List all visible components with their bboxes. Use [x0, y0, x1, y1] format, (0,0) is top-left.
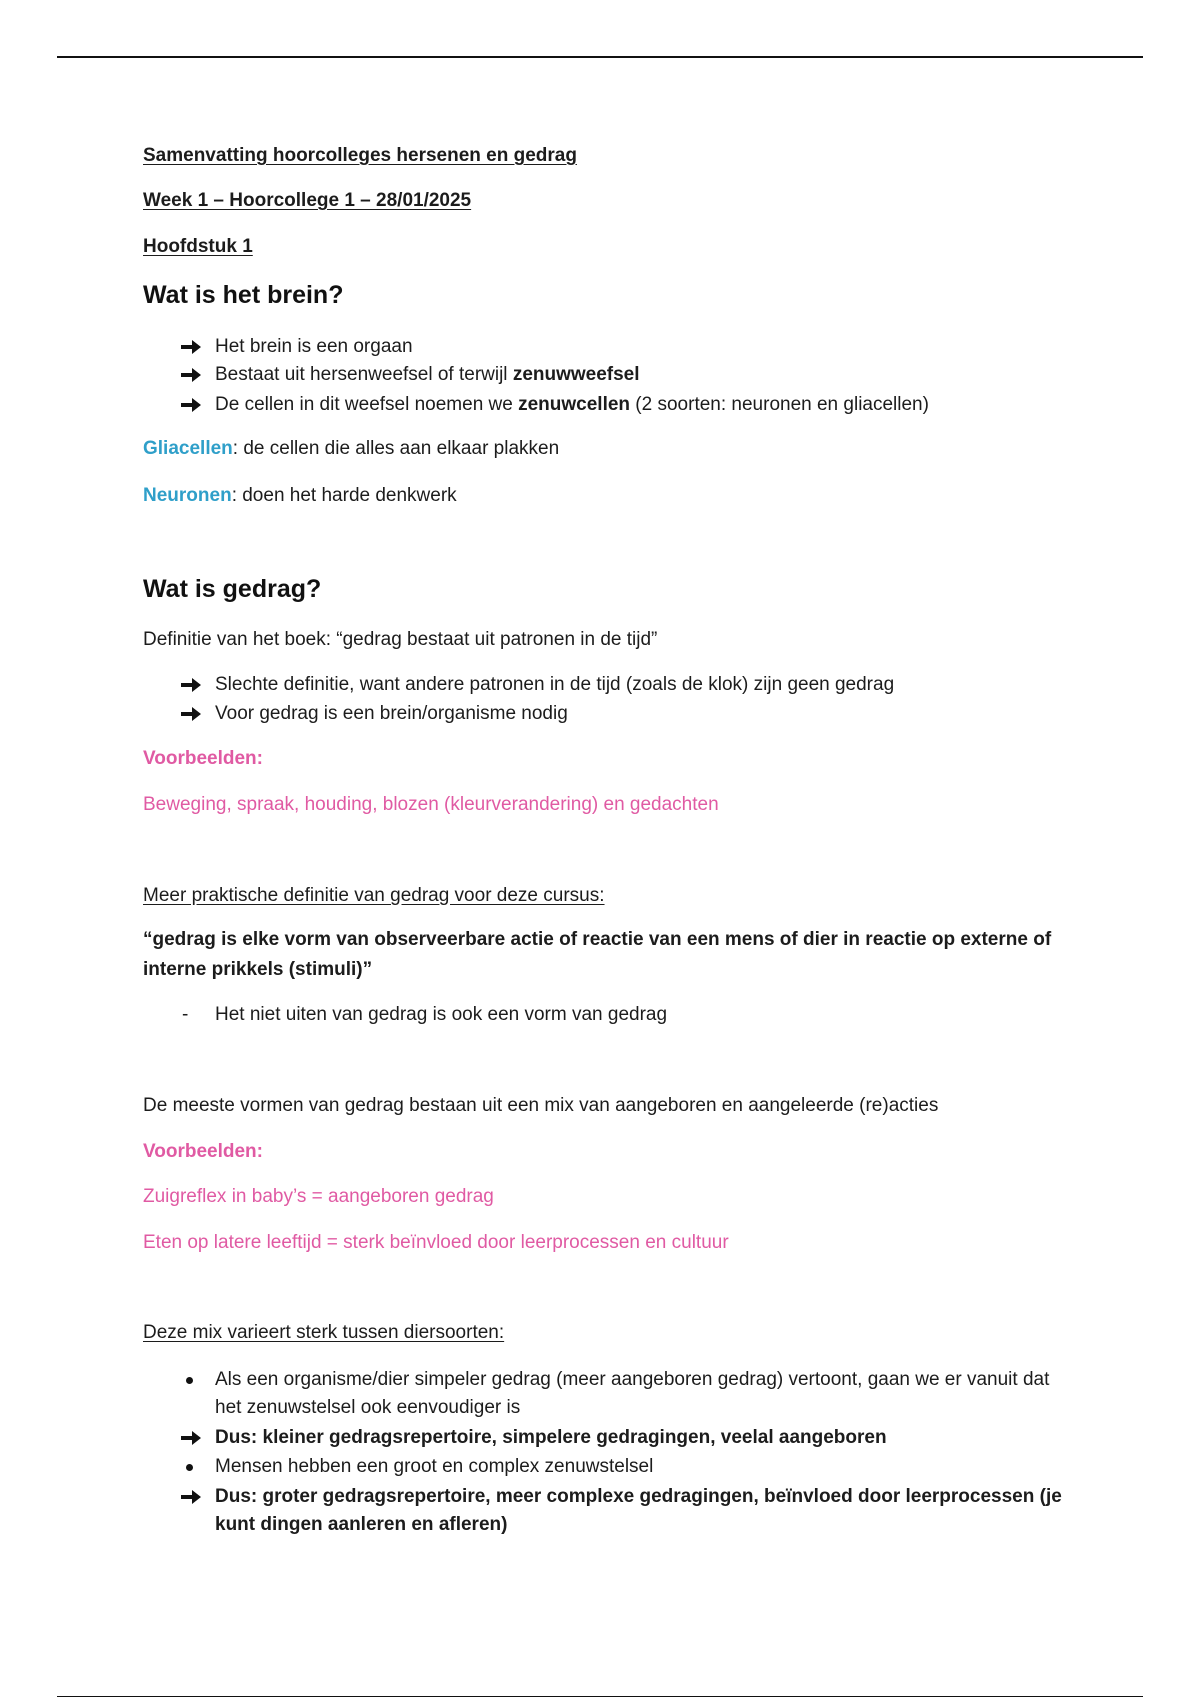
practical-definition-quote: “gedrag is elke vorm van observeerbare actie of reactie van een mens of dier in reactie op externe of interne prikkels (stimuli)” — [143, 929, 1052, 980]
bottom-rule — [57, 1696, 1143, 1697]
arrow-icon — [179, 1485, 203, 1509]
week-heading: Week 1 – Hoorcollege 1 – 28/01/2025 — [143, 190, 472, 211]
list-item: Voor gedrag is een brein/organisme nodig — [215, 703, 568, 724]
glia-definition: Gliacellen: de cellen die alles aan elkaar plakken — [143, 438, 560, 459]
arrow-icon — [179, 702, 203, 726]
species-label: Deze mix varieert sterk tussen diersoorten: — [143, 1322, 505, 1343]
book-definition: Definitie van het boek: “gedrag bestaat uit patronen in de tijd” — [143, 629, 658, 650]
list-item: Als een organisme/dier simpeler gedrag (meer aangeboren gedrag) vertoont, gaan we er vanuit dat het zenuwstelsel ook eenvoudiger is — [215, 1369, 1050, 1418]
arrow-icon — [179, 335, 203, 359]
neuron-definition: Neuronen: doen het harde denkwerk — [143, 485, 457, 506]
examples-text: Beweging, spraak, houding, blozen (kleurverandering) en gedachten — [143, 794, 719, 815]
section-heading-gedrag: Wat is gedrag? — [143, 575, 322, 603]
list-item: De cellen in dit weefsel noemen we zenuwcellen (2 soorten: neuronen en gliacellen) — [215, 394, 929, 415]
list-item: Het niet uiten van gedrag is ook een vorm van gedrag — [215, 1004, 668, 1025]
practical-definition-label: Meer praktische definitie van gedrag voor deze cursus: — [143, 885, 605, 906]
list-item: Het brein is een orgaan — [215, 336, 413, 357]
chapter-heading: Hoofdstuk 1 — [143, 236, 253, 257]
neuron-term: Neuronen — [143, 485, 232, 506]
dot-bullet — [179, 1455, 193, 1471]
dot-bullet — [179, 1368, 193, 1384]
glia-term: Gliacellen — [143, 438, 233, 459]
arrow-icon — [179, 1426, 203, 1450]
section-heading-brein: Wat is het brein? — [143, 281, 344, 309]
arrow-icon — [179, 363, 203, 387]
document-title: Samenvatting hoorcolleges hersenen en gedrag — [143, 145, 577, 166]
list-item: Dus: groter gedragsrepertoire, meer complexe gedragingen, beïnvloed door leerprocessen (je kunt dingen aanleren en afleren) — [215, 1486, 1062, 1535]
top-rule — [57, 56, 1143, 58]
list-item: Bestaat uit hersenweefsel of terwijl zenuwweefsel — [215, 364, 640, 385]
list-item: Mensen hebben een groot en complex zenuwstelsel — [215, 1456, 654, 1477]
dash-bullet: - — [182, 1004, 189, 1025]
examples-label: Voorbeelden: — [143, 748, 263, 769]
example-innate: Zuigreflex in baby’s = aangeboren gedrag — [143, 1186, 494, 1207]
mix-text: De meeste vormen van gedrag bestaan uit een mix van aangeboren en aangeleerde (re)acties — [143, 1095, 939, 1116]
arrow-icon — [179, 393, 203, 417]
list-item: Slechte definitie, want andere patronen in de tijd (zoals de klok) zijn geen gedrag — [215, 674, 895, 695]
example-learned: Eten op latere leeftijd = sterk beïnvloed door leerprocessen en cultuur — [143, 1232, 729, 1253]
list-item: Dus: kleiner gedragsrepertoire, simpelere gedragingen, veelal aangeboren — [215, 1427, 887, 1448]
examples-label-2: Voorbeelden: — [143, 1141, 263, 1162]
arrow-icon — [179, 673, 203, 697]
